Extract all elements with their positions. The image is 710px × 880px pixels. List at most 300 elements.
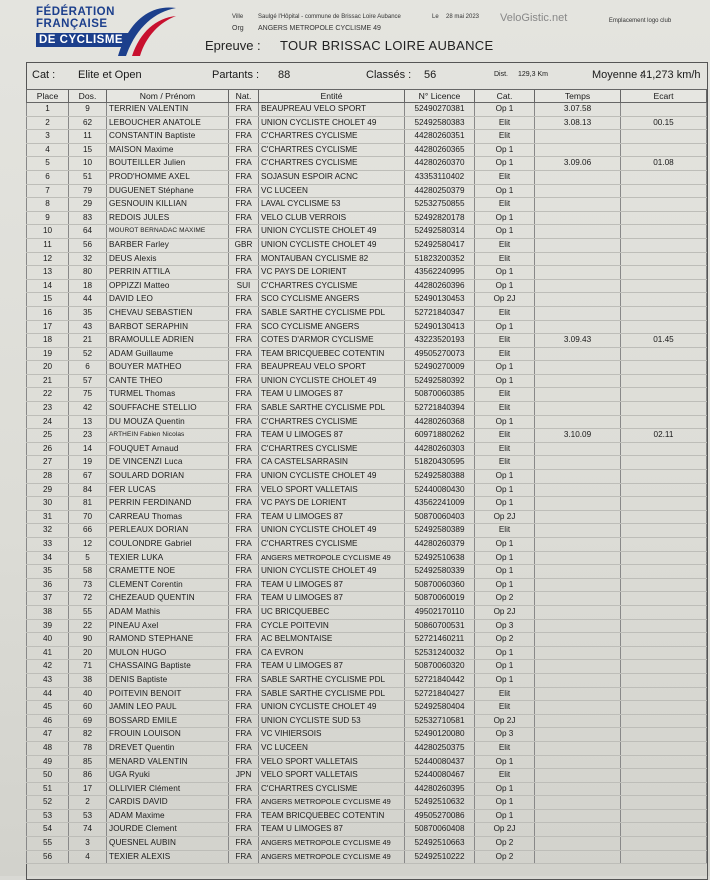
velogistic-brand: VeloGistic.net — [500, 12, 568, 24]
cell-nat: FRA — [229, 415, 259, 429]
cell-nom-prenom: CARREAU Thomas — [107, 510, 229, 524]
cell-nom-prenom: BARBER Farley — [107, 238, 229, 252]
cell-nom-prenom: LEBOUCHER ANATOLE — [107, 116, 229, 130]
cell-nat: FRA — [229, 633, 259, 647]
cell-entite: UNION CYCLISTE CHOLET 49 — [259, 238, 405, 252]
cell-dossard: 4 — [69, 850, 107, 864]
cell-licence: 52492510222 — [405, 850, 475, 864]
cell-licence: 52492510638 — [405, 551, 475, 565]
cell-nom-prenom: TEXIER LUKA — [107, 551, 229, 565]
cell-nat: JPN — [229, 769, 259, 783]
cell-temps — [535, 605, 621, 619]
table-row — [27, 782, 707, 796]
cell-dossard: 13 — [69, 415, 107, 429]
cell-nat: FRA — [229, 809, 259, 823]
cell-entite: TEAM U LIMOGES 87 — [259, 592, 405, 606]
column-header-place: Place — [27, 90, 69, 103]
cell-cat: Op 1 — [475, 266, 535, 280]
table-row — [27, 184, 707, 198]
cell-entite: UNION CYCLISTE CHOLET 49 — [259, 524, 405, 538]
cell-nat: FRA — [229, 796, 259, 810]
cell-temps — [535, 619, 621, 633]
cell-dossard: 72 — [69, 592, 107, 606]
cell-nom-prenom: ARTHEIN Fabien Nicolas — [107, 429, 229, 443]
cell-temps: 3.09.43 — [535, 334, 621, 348]
cell-dossard: 73 — [69, 578, 107, 592]
cell-nom-prenom: PERRIN FERDINAND — [107, 497, 229, 511]
cell-entite: VC LUCEEN — [259, 741, 405, 755]
cell-licence: 43353110402 — [405, 170, 475, 184]
cell-ecart — [621, 170, 707, 184]
cell-entite: AC BELMONTAISE — [259, 633, 405, 647]
cell-cat: Op 2J — [475, 293, 535, 307]
cell-ecart — [621, 483, 707, 497]
table-row — [27, 837, 707, 851]
cell-nat: FRA — [229, 116, 259, 130]
cell-nat: FRA — [229, 225, 259, 239]
cell-cat: Op 2J — [475, 605, 535, 619]
cell-licence: 43223520193 — [405, 334, 475, 348]
cell-entite: SABLE SARTHE CYCLISME PDL — [259, 687, 405, 701]
cell-dossard: 86 — [69, 769, 107, 783]
cell-licence: 52492820178 — [405, 211, 475, 225]
cell-cat: Op 1 — [475, 755, 535, 769]
cell-licence: 52532710581 — [405, 714, 475, 728]
epreuve-label: Epreuve : — [205, 38, 261, 53]
cell-dossard: 62 — [69, 116, 107, 130]
org-value: ANGERS METROPOLE CYCLISME 49 — [258, 25, 381, 32]
cell-dossard: 67 — [69, 470, 107, 484]
cell-ecart — [621, 225, 707, 239]
cell-entite: UNION CYCLISTE SUD 53 — [259, 714, 405, 728]
cell-entite: UNION CYCLISTE CHOLET 49 — [259, 225, 405, 239]
cell-cat: Op 1 — [475, 660, 535, 674]
cell-place: 50 — [27, 769, 69, 783]
cell-nat: FRA — [229, 374, 259, 388]
cell-licence: 50860700531 — [405, 619, 475, 633]
table-row — [27, 551, 707, 565]
table-row — [27, 252, 707, 266]
table-row — [27, 565, 707, 579]
cell-entite: C'CHARTRES CYCLISME — [259, 279, 405, 293]
table-row — [27, 673, 707, 687]
classes-value: 56 — [424, 69, 437, 81]
cell-cat: Op 1 — [475, 809, 535, 823]
cell-ecart — [621, 673, 707, 687]
cell-ecart: 02.11 — [621, 429, 707, 443]
cell-entite: ANGERS METROPOLE CYCLISME 49 — [259, 551, 405, 565]
cell-nat: FRA — [229, 252, 259, 266]
cell-dossard: 55 — [69, 605, 107, 619]
cell-place: 21 — [27, 374, 69, 388]
cell-nom-prenom: MENARD VALENTIN — [107, 755, 229, 769]
cell-ecart — [621, 347, 707, 361]
cell-temps — [535, 524, 621, 538]
cell-nom-prenom: CARDIS DAVID — [107, 796, 229, 810]
cell-place: 15 — [27, 293, 69, 307]
cell-dossard: 14 — [69, 442, 107, 456]
table-row — [27, 456, 707, 470]
cell-nom-prenom: SOUFFACHE STELLIO — [107, 402, 229, 416]
cell-place: 8 — [27, 198, 69, 212]
cell-cat: Op 1 — [475, 673, 535, 687]
cell-temps — [535, 130, 621, 144]
logo-swoosh-icon — [110, 2, 180, 60]
cell-place: 48 — [27, 741, 69, 755]
cell-ecart — [621, 605, 707, 619]
date-value: 28 mai 2023 — [446, 14, 480, 20]
cell-ecart — [621, 361, 707, 375]
cell-place: 56 — [27, 850, 69, 864]
cell-temps — [535, 578, 621, 592]
cell-cat: Op 2 — [475, 850, 535, 864]
cell-entite: TEAM U LIMOGES 87 — [259, 660, 405, 674]
cell-nom-prenom: REDOIS JULES — [107, 211, 229, 225]
cell-temps — [535, 170, 621, 184]
cell-temps — [535, 293, 621, 307]
dist-value: 129,3 Km — [518, 71, 548, 78]
results-table — [26, 89, 707, 864]
cell-dossard: 69 — [69, 714, 107, 728]
cell-temps — [535, 850, 621, 864]
table-row — [27, 170, 707, 184]
cell-nom-prenom: OPPIZZI Matteo — [107, 279, 229, 293]
cell-dossard: 23 — [69, 429, 107, 443]
table-row — [27, 850, 707, 864]
cell-place: 4 — [27, 143, 69, 157]
cell-cat: Elit — [475, 252, 535, 266]
cell-nom-prenom: CHEVAU SEBASTIEN — [107, 306, 229, 320]
cell-entite: VC LUCEEN — [259, 184, 405, 198]
cell-ecart — [621, 578, 707, 592]
cell-temps — [535, 633, 621, 647]
cell-place: 28 — [27, 470, 69, 484]
cell-dossard: 2 — [69, 796, 107, 810]
classes-label: Classés : — [366, 69, 412, 81]
cell-place: 7 — [27, 184, 69, 198]
table-row — [27, 347, 707, 361]
table-row — [27, 388, 707, 402]
cell-entite: ANGERS METROPOLE CYCLISME 49 — [259, 850, 405, 864]
cell-temps — [535, 252, 621, 266]
cell-place: 17 — [27, 320, 69, 334]
cell-licence: 52721840347 — [405, 306, 475, 320]
moyenne-value: 41,273 km/h — [640, 69, 701, 81]
cell-nom-prenom: BARBOT SERAPHIN — [107, 320, 229, 334]
table-row — [27, 592, 707, 606]
cell-nat: FRA — [229, 103, 259, 117]
cell-licence: 52440080437 — [405, 755, 475, 769]
cell-nat: FRA — [229, 402, 259, 416]
cell-ecart — [621, 850, 707, 864]
cell-cat: Op 2J — [475, 823, 535, 837]
cell-entite: VC PAYS DE LORIENT — [259, 497, 405, 511]
cell-dossard: 82 — [69, 728, 107, 742]
cell-licence: 52531240032 — [405, 646, 475, 660]
table-row — [27, 116, 707, 130]
cell-place: 16 — [27, 306, 69, 320]
cell-temps — [535, 837, 621, 851]
cell-cat: Op 1 — [475, 361, 535, 375]
cell-nom-prenom: MAISON Maxime — [107, 143, 229, 157]
cell-nom-prenom: FER LUCAS — [107, 483, 229, 497]
table-row — [27, 374, 707, 388]
table-row — [27, 198, 707, 212]
cell-temps — [535, 538, 621, 552]
cell-ecart — [621, 470, 707, 484]
cell-dossard: 71 — [69, 660, 107, 674]
cell-dossard: 84 — [69, 483, 107, 497]
cell-cat: Op 1 — [475, 184, 535, 198]
cell-entite: CYCLE POITEVIN — [259, 619, 405, 633]
table-row — [27, 157, 707, 171]
table-row — [27, 238, 707, 252]
cell-nom-prenom: CONSTANTIN Baptiste — [107, 130, 229, 144]
cell-entite: BEAUPREAU VELO SPORT — [259, 103, 405, 117]
cell-entite: C'CHARTRES CYCLISME — [259, 442, 405, 456]
cell-temps — [535, 741, 621, 755]
table-body — [27, 103, 707, 864]
cell-temps — [535, 143, 621, 157]
cell-cat: Op 3 — [475, 619, 535, 633]
table-row — [27, 293, 707, 307]
cell-dossard: 90 — [69, 633, 107, 647]
cell-dossard: 78 — [69, 741, 107, 755]
cell-dossard: 79 — [69, 184, 107, 198]
column-header-nat: Nat. — [229, 90, 259, 103]
cell-nat: FRA — [229, 429, 259, 443]
table-row — [27, 143, 707, 157]
cell-nom-prenom: CANTE THEO — [107, 374, 229, 388]
cell-nom-prenom: PROD'HOMME AXEL — [107, 170, 229, 184]
cell-dossard: 20 — [69, 646, 107, 660]
cell-licence: 50870060385 — [405, 388, 475, 402]
cell-nat: FRA — [229, 306, 259, 320]
cell-place: 23 — [27, 402, 69, 416]
cat-value: Elite et Open — [78, 69, 142, 81]
table-row — [27, 402, 707, 416]
cell-dossard: 29 — [69, 198, 107, 212]
cell-ecart — [621, 279, 707, 293]
cell-cat: Elit — [475, 238, 535, 252]
cell-entite: CA EVRON — [259, 646, 405, 660]
cell-dossard: 56 — [69, 238, 107, 252]
cell-dossard: 38 — [69, 673, 107, 687]
cell-temps — [535, 769, 621, 783]
cell-nat: FRA — [229, 660, 259, 674]
cell-nat: FRA — [229, 320, 259, 334]
cell-nat: FRA — [229, 293, 259, 307]
date-label: Le — [432, 14, 439, 20]
cell-ecart — [621, 565, 707, 579]
cell-place: 6 — [27, 170, 69, 184]
cell-cat: Op 1 — [475, 796, 535, 810]
cell-cat: Op 2J — [475, 510, 535, 524]
cell-temps — [535, 225, 621, 239]
cell-ecart — [621, 633, 707, 647]
table-row — [27, 130, 707, 144]
cell-cat: Op 3 — [475, 728, 535, 742]
cell-licence: 44280260379 — [405, 538, 475, 552]
cell-nat: FRA — [229, 728, 259, 742]
cell-nom-prenom: COULONDRE Gabriel — [107, 538, 229, 552]
cell-entite: MONTAUBAN CYCLISME 82 — [259, 252, 405, 266]
cell-nom-prenom: ADAM Maxime — [107, 809, 229, 823]
cell-nat: FRA — [229, 266, 259, 280]
cell-place: 44 — [27, 687, 69, 701]
cell-ecart — [621, 741, 707, 755]
cell-dossard: 11 — [69, 130, 107, 144]
cell-nom-prenom: UGA Ryuki — [107, 769, 229, 783]
moyenne-label: Moyenne : — [592, 69, 644, 81]
cell-entite: LAVAL CYCLISME 53 — [259, 198, 405, 212]
table-row — [27, 334, 707, 348]
cell-cat: Op 1 — [475, 320, 535, 334]
cell-entite: TEAM U LIMOGES 87 — [259, 510, 405, 524]
cell-licence: 44280260370 — [405, 157, 475, 171]
cell-ecart — [621, 510, 707, 524]
cell-place: 19 — [27, 347, 69, 361]
cell-dossard: 18 — [69, 279, 107, 293]
table-row — [27, 442, 707, 456]
cell-nom-prenom: FOUQUET Arnaud — [107, 442, 229, 456]
cell-nom-prenom: TURMEL Thomas — [107, 388, 229, 402]
cell-place: 41 — [27, 646, 69, 660]
cell-licence: 52492510632 — [405, 796, 475, 810]
cell-nom-prenom: DUGUENET Stéphane — [107, 184, 229, 198]
cell-nat: FRA — [229, 551, 259, 565]
cell-place: 30 — [27, 497, 69, 511]
cell-temps — [535, 755, 621, 769]
cell-nat: FRA — [229, 483, 259, 497]
table-row — [27, 728, 707, 742]
cell-entite: UNION CYCLISTE CHOLET 49 — [259, 565, 405, 579]
cell-dossard: 81 — [69, 497, 107, 511]
cell-dossard: 85 — [69, 755, 107, 769]
cell-ecart — [621, 769, 707, 783]
cell-temps — [535, 402, 621, 416]
cell-ecart — [621, 551, 707, 565]
cell-dossard: 12 — [69, 538, 107, 552]
cell-nom-prenom: DREVET Quentin — [107, 741, 229, 755]
cell-licence: 50870060019 — [405, 592, 475, 606]
cell-temps — [535, 497, 621, 511]
cell-dossard: 66 — [69, 524, 107, 538]
cell-temps — [535, 660, 621, 674]
cell-entite: VELO SPORT VALLETAIS — [259, 755, 405, 769]
cell-nom-prenom: MOUROT BERNADAC MAXIME — [107, 225, 229, 239]
cell-nom-prenom: JAMIN LEO PAUL — [107, 701, 229, 715]
cell-entite: C'CHARTRES CYCLISME — [259, 415, 405, 429]
cell-nat: FRA — [229, 524, 259, 538]
cell-cat: Elit — [475, 347, 535, 361]
cell-temps — [535, 388, 621, 402]
cell-nom-prenom: PERRIN ATTILA — [107, 266, 229, 280]
cell-nom-prenom: CRAMETTE NOE — [107, 565, 229, 579]
cell-place: 22 — [27, 388, 69, 402]
cell-licence: 52492580314 — [405, 225, 475, 239]
cell-nat: FRA — [229, 130, 259, 144]
cell-ecart — [621, 238, 707, 252]
cell-entite: COTES D'ARMOR CYCLISME — [259, 334, 405, 348]
cell-dossard: 44 — [69, 293, 107, 307]
cell-nom-prenom: BOSSARD EMILE — [107, 714, 229, 728]
cell-temps — [535, 198, 621, 212]
cell-licence: 52492510663 — [405, 837, 475, 851]
cell-temps — [535, 347, 621, 361]
cell-entite: TEAM BRICQUEBEC COTENTIN — [259, 809, 405, 823]
cell-temps — [535, 279, 621, 293]
cell-entite: ANGERS METROPOLE CYCLISME 49 — [259, 796, 405, 810]
cell-temps — [535, 238, 621, 252]
cell-dossard: 35 — [69, 306, 107, 320]
table-row — [27, 741, 707, 755]
cell-licence: 52440080430 — [405, 483, 475, 497]
cell-nat: FRA — [229, 619, 259, 633]
cell-licence: 52492580404 — [405, 701, 475, 715]
cell-temps — [535, 483, 621, 497]
club-logo-placeholder: Emplacement logo club — [608, 18, 672, 24]
column-header-licence: N° Licence — [405, 90, 475, 103]
cell-cat: Elit — [475, 170, 535, 184]
logo-line-1: FÉDÉRATION — [36, 6, 115, 18]
cell-nat: FRA — [229, 157, 259, 171]
cell-licence: 50870060360 — [405, 578, 475, 592]
cell-licence: 44280260368 — [405, 415, 475, 429]
table-row — [27, 306, 707, 320]
table-row — [27, 646, 707, 660]
cell-temps — [535, 510, 621, 524]
cell-nat: FRA — [229, 714, 259, 728]
cell-licence: 52721840394 — [405, 402, 475, 416]
cell-licence: 52490270381 — [405, 103, 475, 117]
cell-entite: VELO SPORT VALLETAIS — [259, 483, 405, 497]
cell-place: 20 — [27, 361, 69, 375]
cell-entite: UNION CYCLISTE CHOLET 49 — [259, 701, 405, 715]
cell-ecart — [621, 646, 707, 660]
cell-ecart — [621, 211, 707, 225]
cell-cat: Op 1 — [475, 143, 535, 157]
table-row — [27, 823, 707, 837]
cell-nat: FRA — [229, 592, 259, 606]
cell-ecart — [621, 592, 707, 606]
cell-licence: 50870060320 — [405, 660, 475, 674]
cell-temps: 3.08.13 — [535, 116, 621, 130]
cell-nat: FRA — [229, 701, 259, 715]
cell-dossard: 60 — [69, 701, 107, 715]
cell-licence: 49502170110 — [405, 605, 475, 619]
cell-nom-prenom: GESNOUIN KILLIAN — [107, 198, 229, 212]
cell-place: 46 — [27, 714, 69, 728]
cell-temps — [535, 415, 621, 429]
cell-place: 40 — [27, 633, 69, 647]
cat-label: Cat : — [32, 69, 56, 81]
cell-dossard: 53 — [69, 809, 107, 823]
cell-licence: 52492580417 — [405, 238, 475, 252]
cell-cat: Elit — [475, 429, 535, 443]
cell-ecart — [621, 415, 707, 429]
cell-dossard: 58 — [69, 565, 107, 579]
cell-dossard: 6 — [69, 361, 107, 375]
cell-ecart — [621, 619, 707, 633]
cell-temps — [535, 320, 621, 334]
cell-place: 43 — [27, 673, 69, 687]
cell-nom-prenom: PERLEAUX DORIAN — [107, 524, 229, 538]
cell-temps — [535, 306, 621, 320]
cell-ecart — [621, 837, 707, 851]
cell-place: 31 — [27, 510, 69, 524]
cell-entite: SCO CYCLISME ANGERS — [259, 293, 405, 307]
